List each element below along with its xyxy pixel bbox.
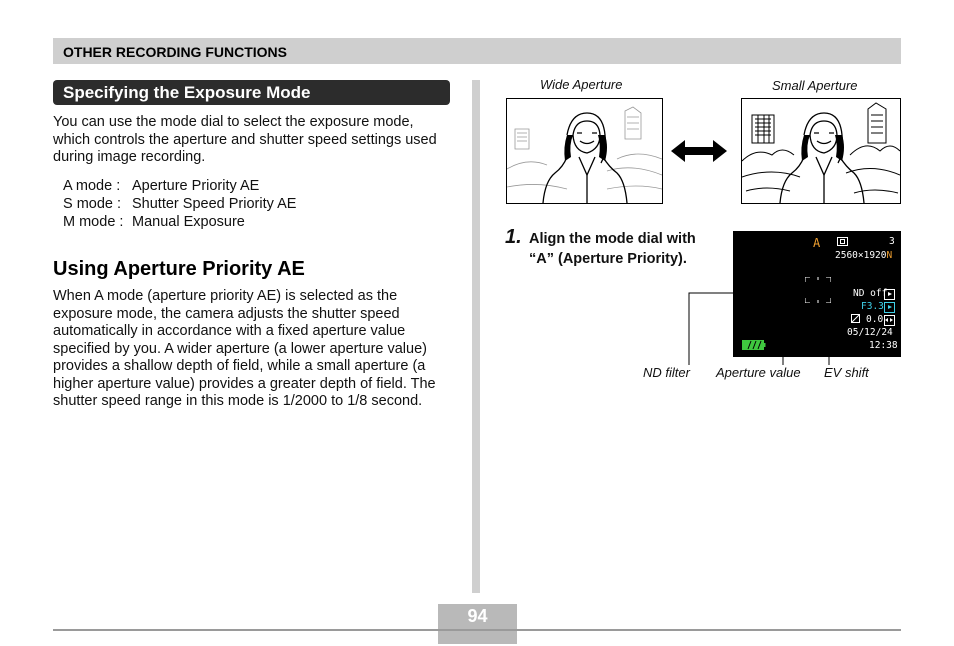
mode-value: Shutter Speed Priority AE [132, 196, 297, 212]
double-arrow-icon [671, 140, 727, 162]
mode-value: Aperture Priority AE [132, 178, 260, 194]
chapter-title: OTHER RECORDING FUNCTIONS [63, 44, 287, 60]
lcd-date: 05/12/24 [847, 327, 893, 338]
battery-icon [742, 340, 766, 350]
mode-row [63, 195, 296, 213]
page-number-box-lower [438, 631, 517, 644]
metering-icon [837, 237, 848, 246]
mode-row [63, 213, 296, 231]
mode-key: M mode : [63, 214, 124, 230]
mode-key: A mode : [63, 178, 121, 194]
wide-aperture-caption: Wide Aperture [540, 77, 623, 92]
step-number: 1. [505, 226, 522, 248]
ev-icon [851, 314, 860, 323]
camera-lcd [733, 231, 901, 357]
mode-row [63, 177, 296, 195]
mode-key: S mode : [63, 196, 122, 212]
ev-shift-label: EV shift [824, 365, 869, 380]
aperture-play-icon [884, 302, 895, 313]
lcd-aperture: F3.3 [861, 301, 884, 312]
small-aperture-drawing [742, 99, 900, 203]
lcd-resolution: 2560×1920 [835, 250, 887, 261]
lcd-time: 12:38 [869, 340, 898, 351]
column-divider [472, 80, 480, 593]
nd-play-icon [884, 289, 895, 300]
intro-paragraph: You can use the mode dial to select the exposure mode, which controls the aperture and shutter speed settings used during image recording. [53, 114, 437, 165]
subsection-body: When A mode (aperture priority AE) is selected as the exposure mode, the camera adjusts the shutter speed automatically in accordance with a fixed aperture value specified by you. A wider aperture (a lower aperture value) provides a shallow depth of field, while a small aperture (a higher aperture value) provides a greater depth of field. The shutter speed range in this mode is 1/2000 to 1/8 second. [53, 288, 436, 409]
page-number: 94 [467, 606, 488, 626]
ev-adjust-icon [884, 315, 895, 326]
aperture-value-label: Aperture value [716, 365, 801, 380]
lcd-quality: N [886, 250, 893, 261]
lcd-resolution-group [835, 250, 892, 261]
small-aperture-photo [741, 98, 901, 204]
wide-aperture-drawing [507, 99, 662, 203]
nd-filter-label: ND filter [643, 365, 690, 380]
small-aperture-caption: Small Aperture [772, 78, 858, 93]
subsection-title: Using Aperture Priority AE [53, 258, 305, 280]
mode-list [63, 177, 296, 231]
lcd-mode: A [813, 236, 821, 250]
lcd-shots: 3 [889, 236, 895, 247]
lcd-nd: ND off [853, 288, 888, 299]
mode-value: Manual Exposure [132, 214, 245, 230]
lcd-ev: 0.0 [866, 314, 884, 325]
section-title: Specifying the Exposure Mode [63, 83, 311, 102]
chapter-header [53, 38, 901, 64]
focus-frame-icon [805, 277, 831, 303]
step-instruction: Align the mode dial with “A” (Aperture Priority). [529, 231, 696, 267]
wide-aperture-photo [506, 98, 663, 204]
section-heading [53, 80, 450, 105]
